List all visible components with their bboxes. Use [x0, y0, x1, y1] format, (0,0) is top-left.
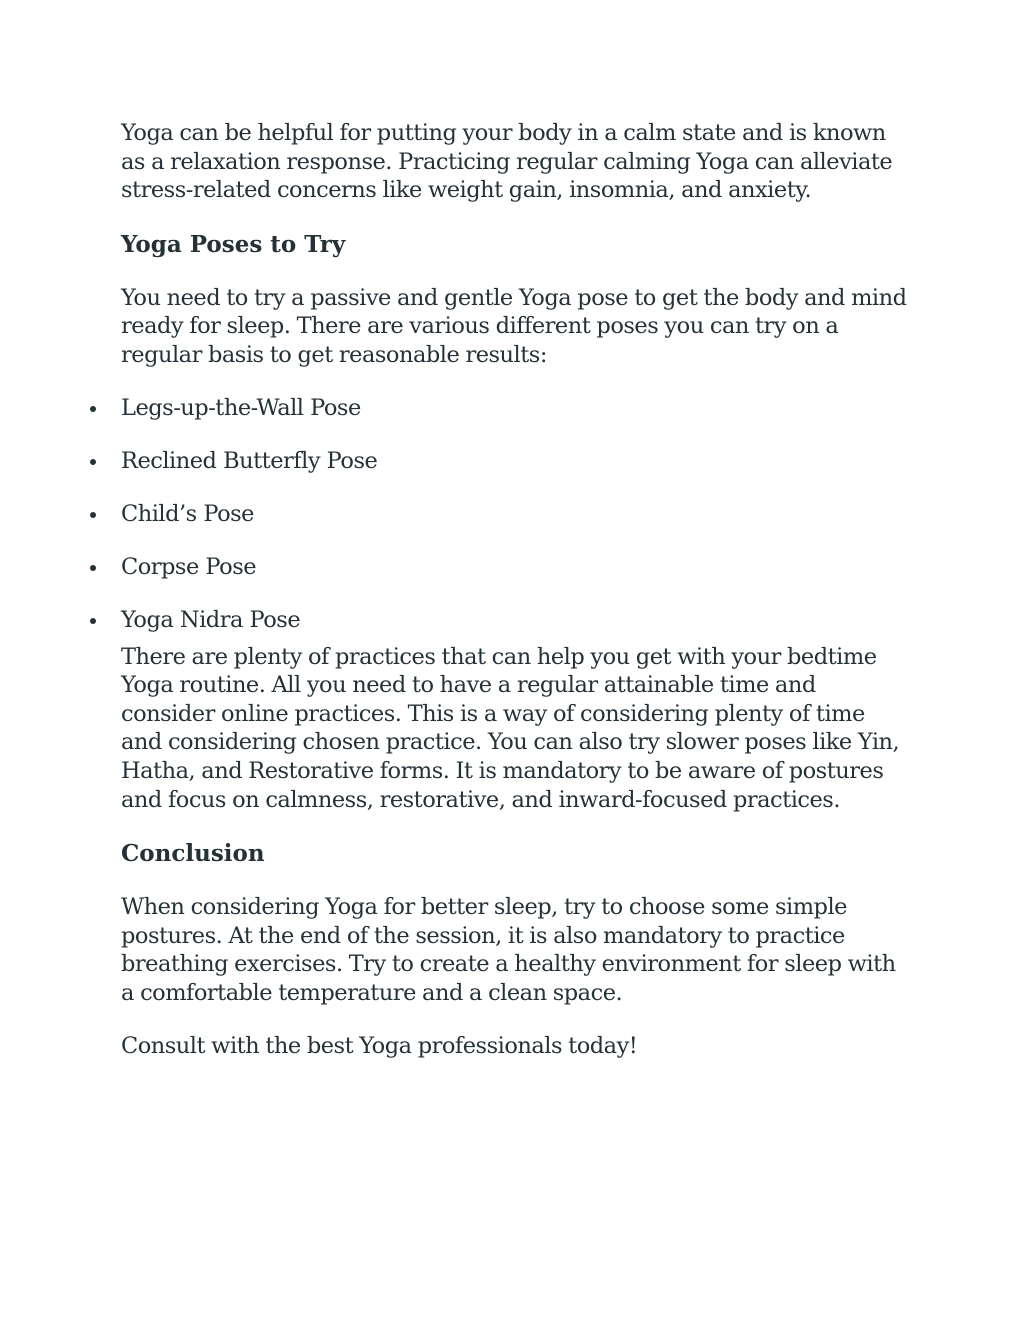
conclusion-paragraph: When considering Yoga for better sleep, try to choose some simple postures. At the end of the session, it is also mandatory to practice breathing exercises. Try to create a healthy environment for sleep with a comfortable temperature and a clean space.	[121, 894, 896, 1006]
practices-paragraph: There are plenty of practices that can help you get with your bedtime Yoga routine. All you need to have a regular attainable time and consider online practices. This is a way of considering plenty of time and considering chosen practice. You can also try slower poses like Yin, Hatha, and Restorative forms. It is mandatory to be aware of postures and focus on calmness, restorative, and inward-focused practices.	[121, 643, 900, 813]
list-item-text: Corpse Pose	[121, 553, 257, 580]
list-item	[121, 500, 911, 553]
list-item-text: Yoga Nidra Pose	[121, 606, 301, 633]
bullet-icon	[90, 406, 96, 412]
cta-paragraph: Consult with the best Yoga professionals today!	[121, 1032, 638, 1059]
poses-list	[121, 394, 911, 659]
intro-paragraph: Yoga can be helpful for putting your body in a calm state and is known as a relaxation response. Practicing regular calming Yoga can alleviate stress-related concerns like weight gain, insomnia, and anxiety.	[121, 120, 893, 204]
bullet-icon	[90, 512, 96, 518]
bullet-icon	[90, 565, 96, 571]
list-item-text: Reclined Butterfly Pose	[121, 447, 378, 474]
list-item	[121, 394, 911, 447]
list-item	[121, 447, 911, 500]
bullet-icon	[90, 459, 96, 465]
document-body	[121, 116, 911, 1060]
poses-heading: Yoga Poses to Try	[121, 230, 346, 258]
bullet-icon	[90, 618, 96, 624]
list-item	[121, 553, 911, 606]
list-item-text: Legs-up-the-Wall Pose	[121, 394, 361, 421]
poses-paragraph: You need to try a passive and gentle Yoga pose to get the body and mind ready for sleep. There are various different poses you can try on a regular basis to get reasonable results:	[121, 284, 907, 368]
list-item-text: Child’s Pose	[121, 500, 254, 527]
list-item	[121, 606, 911, 659]
conclusion-heading: Conclusion	[121, 840, 265, 868]
